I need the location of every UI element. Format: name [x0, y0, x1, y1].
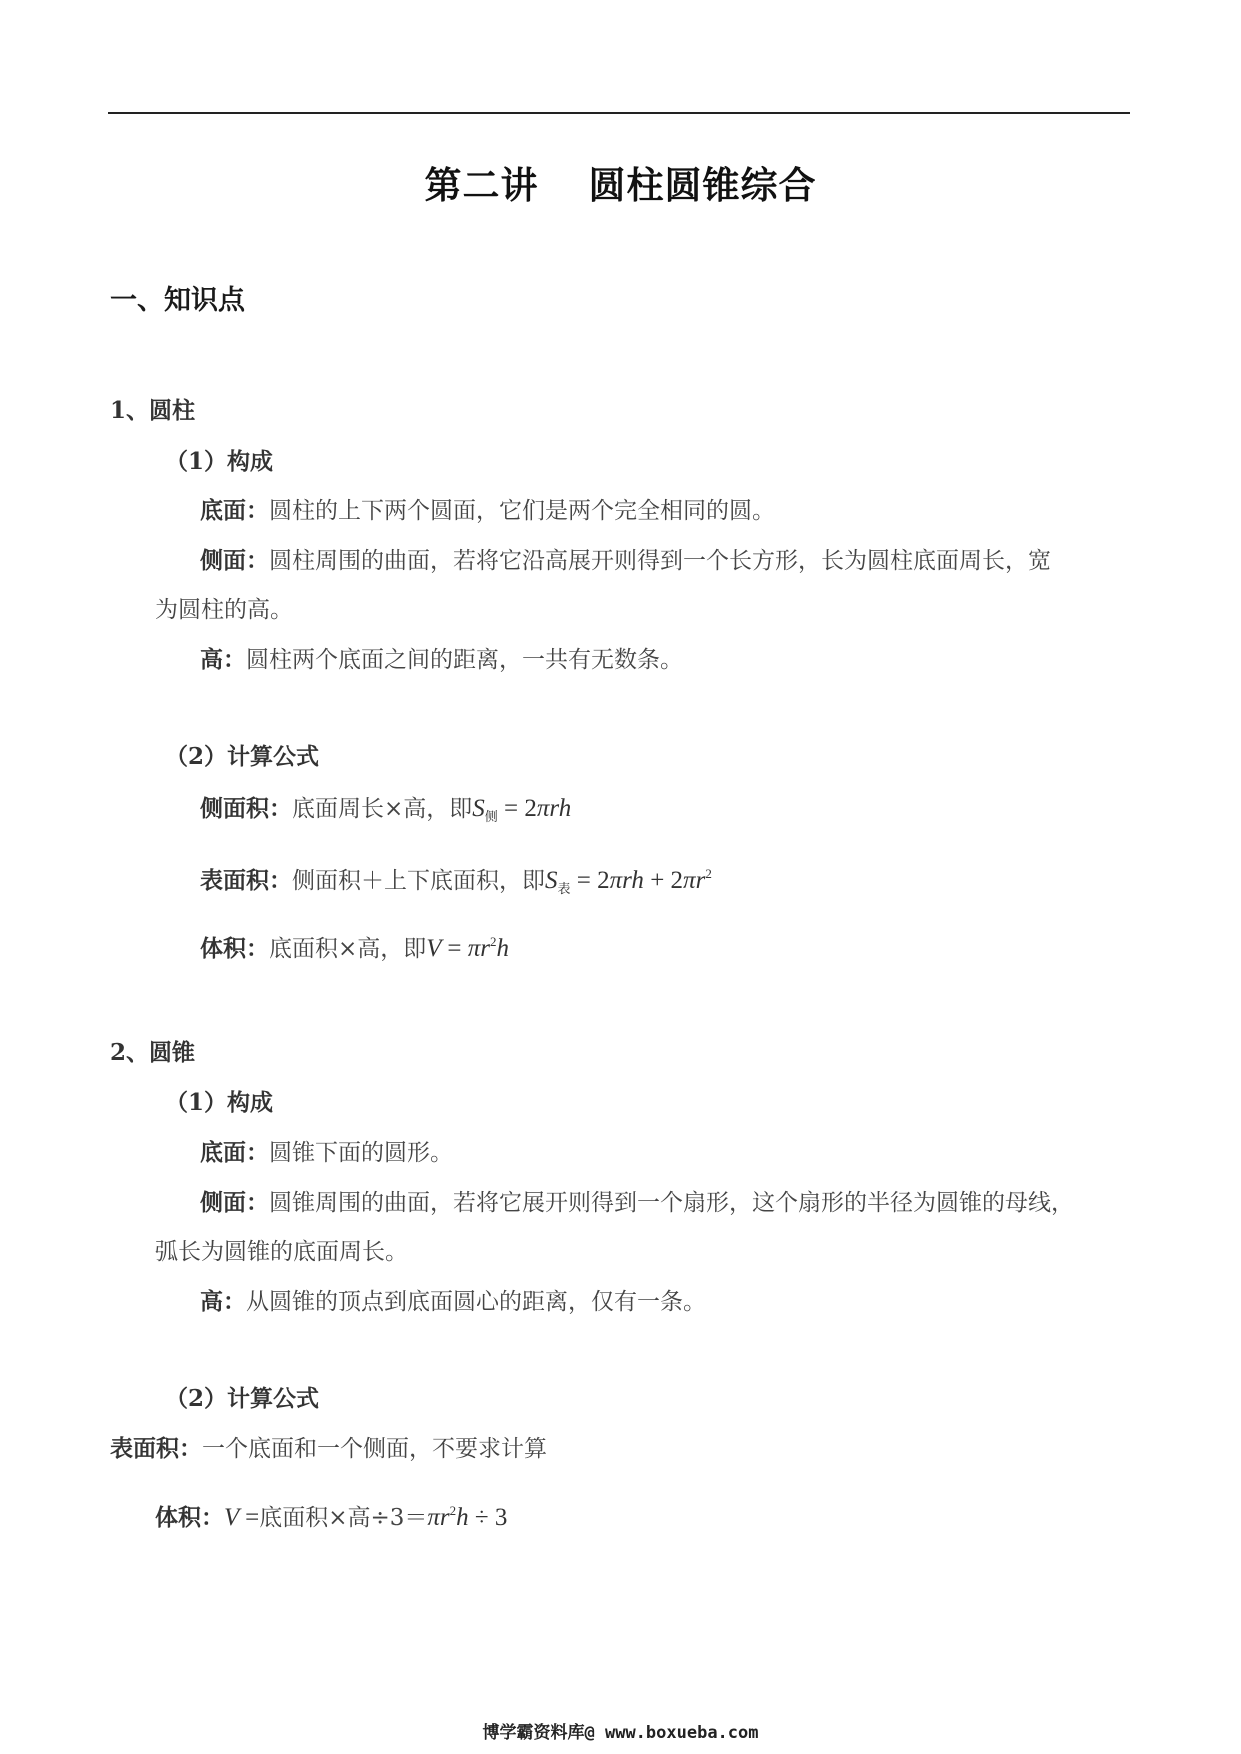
lateral-area-equation: $S_侧 = 2\pi rh$: [472, 795, 572, 824]
cone-surface-area-note: 表面积：一个底面和一个侧面，不要求计算: [110, 1435, 547, 1462]
cylinder-lateral-area-formula: 侧面积：底面周长×高，即$S_侧 = 2\pi rh$: [200, 795, 572, 824]
cylinder-height-definition: 高：圆柱两个底面之间的距离，一共有无数条。: [200, 646, 683, 673]
header-rule: [108, 112, 1130, 114]
cylinder-lateral-definition: 侧面：圆柱周围的曲面，若将它沿高展开则得到一个长方形，长为圆柱底面周长，宽: [200, 547, 1051, 574]
cone-volume-formula: 体积：V =底面积×高$\div 3=\pi r^2h \div 3$: [155, 1503, 508, 1531]
cylinder-heading: 1、圆柱: [110, 397, 196, 424]
cylinder-composition-heading: （1）构成: [165, 448, 274, 475]
surface-area-equation: $S_表 = 2\pi rh + 2\pi r^2$: [545, 866, 712, 896]
cylinder-surface-area-formula: 表面积：侧面积＋上下底面积，即$S_表 = 2\pi rh + 2\pi r^2$: [200, 866, 712, 896]
cone-composition-heading: （1）构成: [165, 1089, 274, 1116]
cone-formulas-heading: （2）计算公式: [165, 1385, 320, 1412]
cylinder-volume-equation: $V = \pi r^2h$: [426, 934, 509, 962]
cone-height-definition: 高：从圆锥的顶点到底面圆心的距离，仅有一条。: [200, 1288, 706, 1315]
page-title: 第二讲 圆柱圆锥综合: [424, 163, 817, 207]
cone-heading: 2、圆锥: [110, 1039, 196, 1066]
section-heading: 一、知识点: [110, 285, 245, 316]
cone-lateral-definition: 侧面：圆锥周围的曲面，若将它展开则得到一个扇形，这个扇形的半径为圆锥的母线，: [200, 1189, 1074, 1216]
cone-volume-equation: $\pi r^2h \div 3$: [427, 1503, 508, 1531]
cone-base-definition: 底面：圆锥下面的圆形。: [200, 1139, 453, 1166]
cone-lateral-definition-cont: 弧长为圆锥的底面周长。: [155, 1239, 408, 1265]
cylinder-formulas-heading: （2）计算公式: [165, 743, 320, 770]
cone-volume-variable: V =: [224, 1504, 260, 1531]
footer-watermark: 博学霸资料库@ www.boxueba.com: [482, 1723, 759, 1743]
cylinder-base-definition: 底面：圆柱的上下两个圆面，它们是两个完全相同的圆。: [200, 497, 775, 524]
cylinder-lateral-definition-cont: 为圆柱的高。: [155, 597, 293, 623]
cylinder-volume-formula: 体积：底面积×高，即$V = \pi r^2h$: [200, 934, 509, 962]
